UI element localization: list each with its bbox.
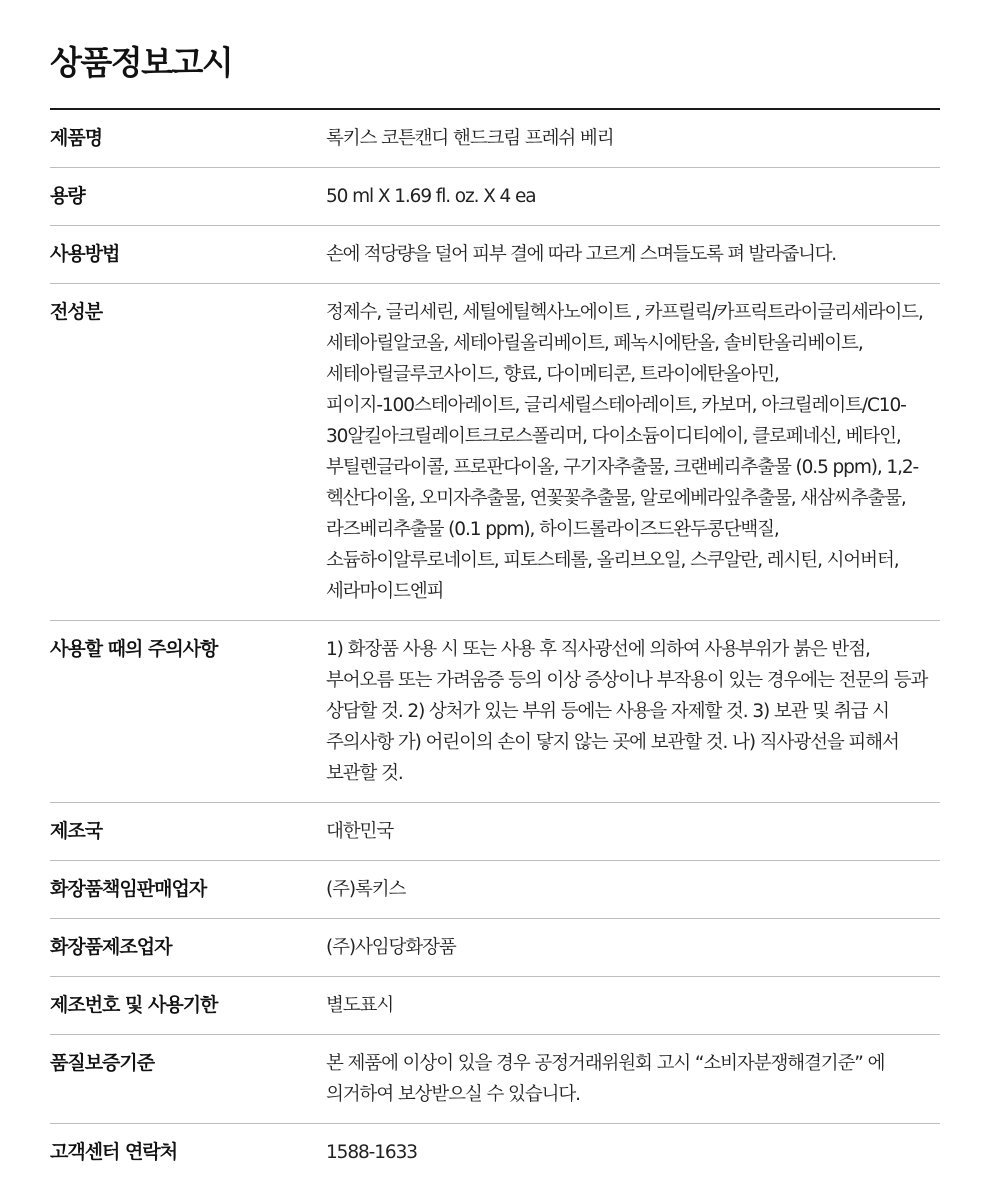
row-lot-expiry: [50, 977, 940, 1035]
row-value: 대한민국: [326, 821, 394, 842]
row-quality-guarantee: [50, 1035, 940, 1124]
row-capacity: [50, 168, 940, 226]
row-ingredients: [50, 284, 940, 621]
row-label: 사용방법: [50, 243, 120, 265]
row-value: (주)사임당화장품: [326, 937, 456, 958]
row-value: 본 제품에 이상이 있을 경우 공정거래위원회 고시 “소비자분쟁해결기준” 에 의거하여 보상받으실 수 있습니다.: [326, 1053, 885, 1105]
row-label: 사용할 때의 주의사항: [50, 638, 218, 660]
row-label: 품질보증기준: [50, 1052, 155, 1074]
row-value: 50 ml X 1.69 fl. oz. X 4 ea: [326, 186, 536, 207]
row-value: 록키스 코튼캔디 핸드크림 프레쉬 베리: [326, 128, 614, 149]
info-table: [50, 108, 940, 1181]
row-country: [50, 803, 940, 861]
row-value: (주)록키스: [326, 879, 406, 900]
row-manufacturer: [50, 919, 940, 977]
row-label: 화장품제조업자: [50, 936, 172, 958]
row-product-name: [50, 110, 940, 168]
row-precautions: [50, 621, 940, 803]
row-value: 1588-1633: [326, 1142, 417, 1163]
row-value: 1) 화장품 사용 시 또는 사용 후 직사광선에 의하여 사용부위가 붉은 반점, 부어오름 또는 가려움증 등의 이상 증상이나 부작용이 있는 경우에는 전문의 등과 상담할 것. 2) 상처가 있는 부위 등에는 사용을 자제할 것. 3) 보관 및 취급 시 주의사항 가) 어린이의 손이 닿지 않는 곳에 보관할 것. 나) 직사광선을 피해서 보관할 것.: [326, 639, 928, 784]
row-distributor: [50, 861, 940, 919]
row-label: 고객센터 연락처: [50, 1141, 178, 1163]
row-value: 정제수, 글리세린, 세틸에틸헥사노에이트 , 카프릴릭/카프릭트라이글리세라이드, 세테아릴알코올, 세테아릴올리베이트, 페녹시에탄올, 솔비탄올리베이트, 세테아릴글루코사이드, 향료, 다이메티콘, 트라이에탄올아민, 피이지-100스테아레이트, 글리세릴스테아레이트, 카보머, 아크릴레이트/C10-30알킬아크릴레이트크로스폴리머, 다이소듐이디티에이, 클로페네신, 베타인, 부틸렌글라이콜, 프로판다이올, 구기자추출물, 크랜베리추출물 (0.5 ppm), 1,2-헥산다이올, 오미자추출물, 연꽃꽃추출물, 알로에베라잎추출물, 새삼씨추출물, 라즈베리추출물 (0.1 ppm), 하이드롤라이즈드완두콩단백질, 소듐하이알루로네이트, 피토스테롤, 올리브오일, 스쿠알란, 레시틴, 시어버터, 세라마이드엔피: [326, 302, 923, 602]
row-label: 전성분: [50, 301, 103, 323]
row-customer-center: [50, 1124, 940, 1181]
row-value: 손에 적당량을 덜어 피부 결에 따라 고르게 스며들도록 펴 발라줍니다.: [326, 244, 836, 265]
row-value: 별도표시: [326, 995, 394, 1016]
row-label: 제조국: [50, 820, 103, 842]
page-title: 상품정보고시: [50, 43, 233, 82]
row-label: 제품명: [50, 127, 103, 149]
row-usage: [50, 226, 940, 284]
row-label: 용량: [50, 185, 85, 207]
row-label: 제조번호 및 사용기한: [50, 994, 218, 1016]
row-label: 화장품책임판매업자: [50, 878, 207, 900]
